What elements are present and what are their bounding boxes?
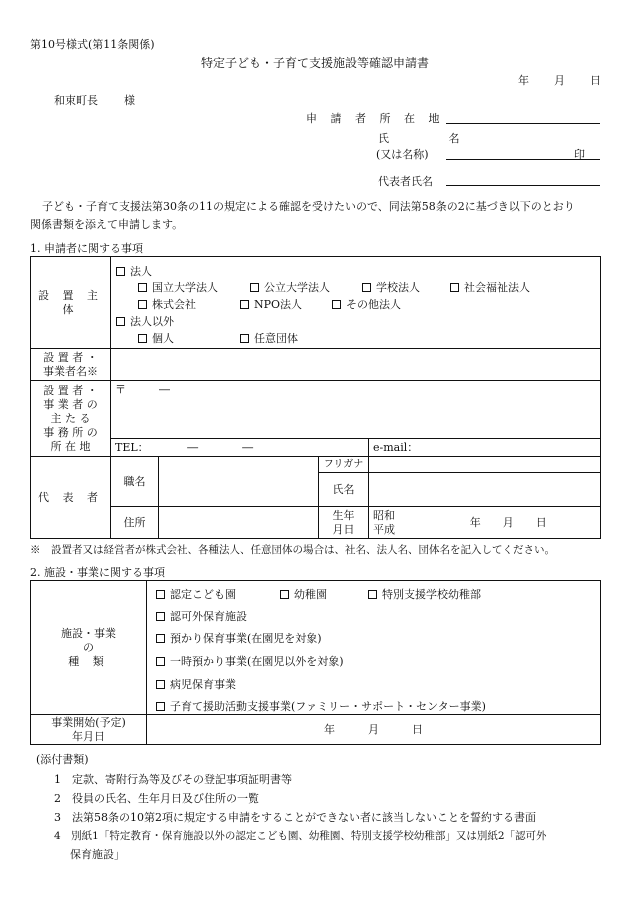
- intro-line-2: 関係書類を添えて申請します。: [30, 218, 184, 231]
- checkbox-icon[interactable]: [240, 300, 249, 309]
- checkbox-icon[interactable]: [138, 334, 147, 343]
- checkbox-corp[interactable]: 法人: [116, 263, 152, 279]
- checkbox-national-univ[interactable]: 国立大学法人: [138, 279, 218, 295]
- date-day: 日: [590, 74, 601, 87]
- checkbox-icon[interactable]: [368, 590, 377, 599]
- checkbox-icon[interactable]: [116, 317, 125, 326]
- start-date-field[interactable]: 年 月 日: [147, 715, 601, 745]
- representative-label: 代 表 者: [31, 457, 111, 539]
- checkbox-icon[interactable]: [332, 300, 341, 309]
- checkbox-icon[interactable]: [156, 702, 165, 711]
- furigana-label: フリガナ: [319, 457, 369, 473]
- representative-name-field[interactable]: [446, 185, 600, 186]
- birth-date-field[interactable]: 年 月 日: [417, 507, 601, 539]
- applicant-address-field[interactable]: [446, 123, 600, 124]
- checkbox-byoji[interactable]: 病児保育事業: [156, 676, 236, 692]
- attachment-item-2: 2 役員の氏名、生年月日及び住所の一覧: [54, 792, 259, 805]
- operator-name-label: 設 置 者 ・ 事業者名※: [31, 349, 111, 381]
- start-date-label: 事業開始(予定) 年月日: [31, 715, 147, 745]
- setchi-label: 設 置 主 体: [31, 257, 111, 349]
- checkbox-voluntary-group[interactable]: 任意団体: [240, 330, 298, 346]
- attachment-item-1: 1 定款、寄附行為等及びその登記事項証明書等: [54, 773, 292, 786]
- applicant-address-label: 申 請 者 所 在 地: [306, 112, 445, 125]
- document-title: 特定子ども・子育て支援施設等確認申請書: [200, 56, 429, 70]
- name-label: 氏名: [319, 473, 369, 507]
- representative-name-label: 代表者氏名: [378, 175, 433, 188]
- checkbox-icon[interactable]: [138, 283, 147, 292]
- checkbox-icon[interactable]: [156, 590, 165, 599]
- checkbox-icon[interactable]: [280, 590, 289, 599]
- furigana-field[interactable]: [369, 457, 601, 473]
- checkbox-family-support[interactable]: 子育て援助活動支援事業(ファミリー・サポート・センター事業): [156, 698, 486, 714]
- era-options[interactable]: 昭和 平成: [369, 507, 417, 539]
- checkbox-other-corp[interactable]: その他法人: [332, 296, 401, 312]
- checkbox-social-welfare[interactable]: 社会福祉法人: [450, 279, 530, 295]
- checkbox-azukari[interactable]: 預かり保育事業(在園児を対象): [156, 630, 322, 646]
- checkbox-npo[interactable]: NPO法人: [240, 296, 302, 312]
- note-text: ※ 設置者又は経営者が株式会社、各種法人、任意団体の場合は、社名、法人名、団体名を記入してください。: [30, 544, 555, 556]
- intro-line-1: 子ども・子育て支援法第30条の11の規定による確認を受けたいので、同法第58条の2に基づき以下のとおり: [42, 200, 575, 213]
- office-address-field[interactable]: [111, 381, 601, 439]
- position-field[interactable]: [159, 457, 319, 507]
- date-year: 年: [518, 74, 529, 87]
- postal-code: 〒 ―: [115, 383, 170, 396]
- checkbox-icon[interactable]: [156, 680, 165, 689]
- checkbox-icon[interactable]: [116, 267, 125, 276]
- addressee-honorific: 様: [124, 94, 135, 107]
- name-field[interactable]: [369, 473, 601, 507]
- office-label: 設 置 者 ・ 事 業 者 の 主 た る 事 務 所 の 所 在 地: [31, 381, 111, 457]
- email-field[interactable]: e-mail：: [369, 439, 601, 457]
- tel-field[interactable]: TEL： ― ―: [111, 439, 369, 457]
- attachment-item-3: 3 法第58条の10第2項に規定する申請をすることができない者に該当しないことを誓約する書面: [54, 811, 536, 824]
- address-label: 住所: [111, 507, 159, 539]
- addressee: 和束町長: [54, 94, 98, 107]
- seal-mark: 印: [574, 148, 585, 161]
- checkbox-icon[interactable]: [156, 612, 165, 621]
- checkbox-icon[interactable]: [240, 334, 249, 343]
- applicant-table: [30, 256, 601, 539]
- section2-heading: 2. 施設・事業に関する事項: [30, 566, 165, 579]
- facility-type-label: 施設・事業 の 種 類: [31, 581, 147, 715]
- birth-label: 生年 月日: [319, 507, 369, 539]
- applicant-name-label: 氏 名: [378, 132, 488, 145]
- attachment-item-4-cont: 保育施設」: [70, 848, 125, 861]
- form-number: 第10号様式(第11条関係): [30, 38, 155, 51]
- checkbox-icon[interactable]: [362, 283, 371, 292]
- checkbox-non-corp[interactable]: 法人以外: [116, 313, 174, 329]
- checkbox-kindergarten[interactable]: 幼稚園: [280, 586, 327, 602]
- checkbox-icon[interactable]: [250, 283, 259, 292]
- position-label: 職名: [111, 457, 159, 507]
- checkbox-kabushiki[interactable]: 株式会社: [138, 296, 196, 312]
- checkbox-icon[interactable]: [156, 657, 165, 666]
- applicant-name-sub: (又は名称): [376, 148, 429, 161]
- section1-heading: 1. 申請者に関する事項: [30, 242, 143, 255]
- checkbox-icon[interactable]: [138, 300, 147, 309]
- checkbox-school-corp[interactable]: 学校法人: [362, 279, 420, 295]
- checkbox-nintei-kodomoen[interactable]: 認定こども園: [156, 586, 236, 602]
- address-field[interactable]: [159, 507, 319, 539]
- operator-name-field[interactable]: [111, 349, 601, 381]
- checkbox-ichiji-azukari[interactable]: 一時預かり事業(在園児以外を対象): [156, 653, 344, 669]
- date-month: 月: [554, 74, 565, 87]
- checkbox-special-school[interactable]: 特別支援学校幼稚部: [368, 586, 481, 602]
- checkbox-icon[interactable]: [450, 283, 459, 292]
- attachments-heading: (添付書類): [36, 753, 89, 766]
- attachment-item-4: 4 別紙1「特定教育・保育施設以外の認定こども園、幼稚園、特別支援学校幼稚部」又は別紙2「認可外: [54, 830, 547, 842]
- checkbox-ninkagai[interactable]: 認可外保育施設: [156, 608, 247, 624]
- checkbox-public-univ[interactable]: 公立大学法人: [250, 279, 330, 295]
- checkbox-individual[interactable]: 個人: [138, 330, 174, 346]
- checkbox-icon[interactable]: [156, 634, 165, 643]
